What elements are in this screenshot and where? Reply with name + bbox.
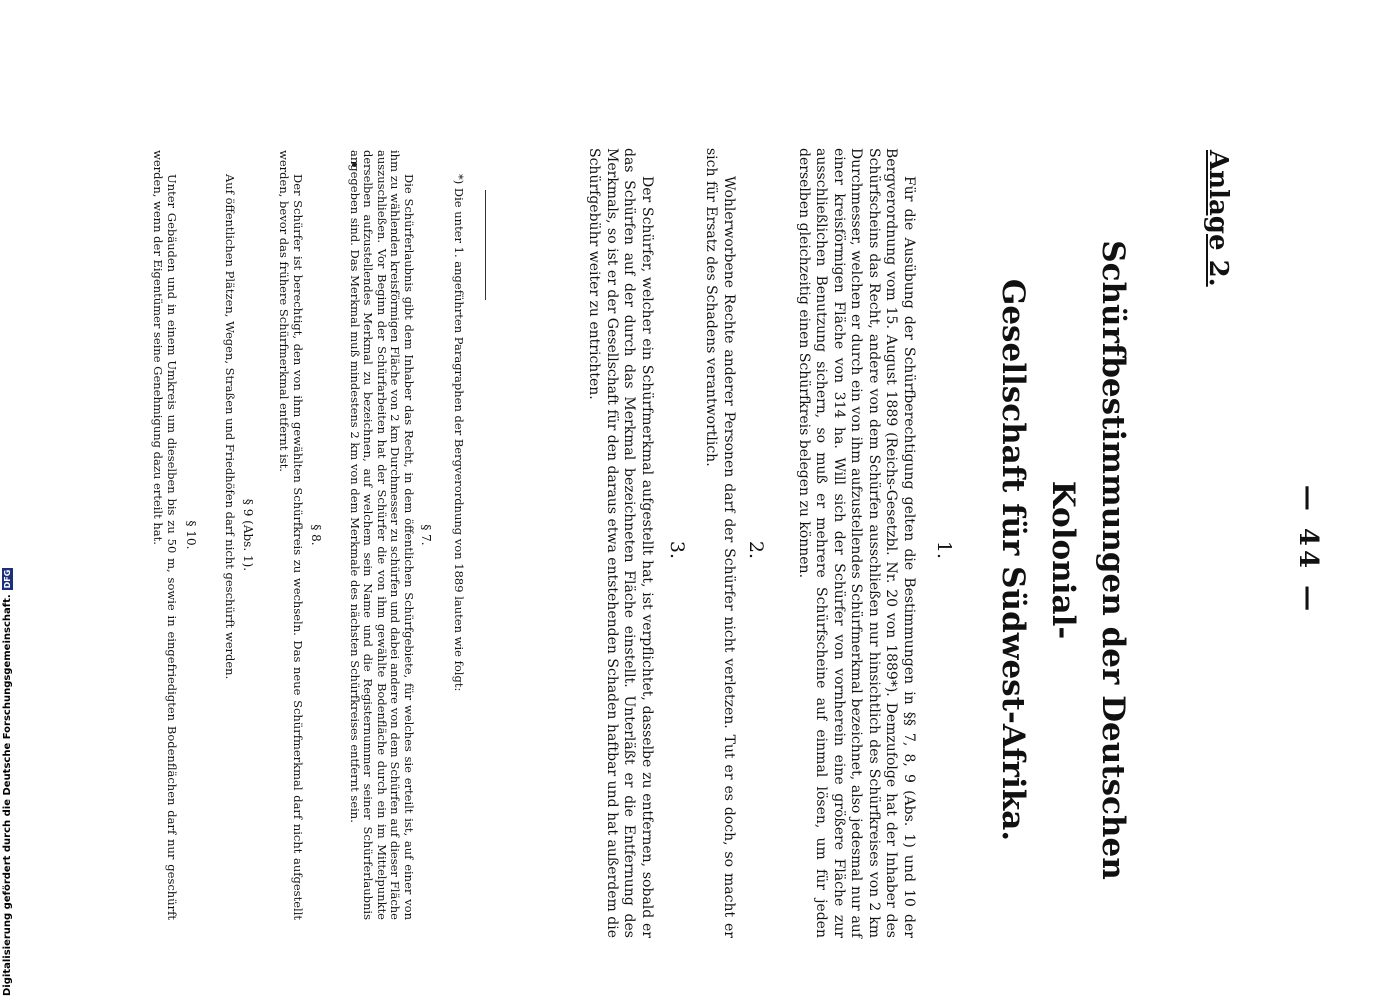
- paragraph-7-text: Die Schürferlaubnis gibt dem Inhaber das Recht, in dem öffentlichen Schürfgebiete, für welches sie erteilt ist, auf einer von ihm zu wählenden kreisförmigen Fläche von 2 km Durchmesser zu schürfen und dabei andere von dem Schürfen auf dieser Fläche auszuschließen. Vor Beginn der Schürfarbeiten hat der Schürfer die von ihm gewählte Bodenfläche durch ein im Mittelpunkte derselben aufzustellendes Merkmal zu bezeichnen, auf welchem sein Name und die Registernummer seiner Schürferlaubnis angegeben sind. Das Merkmal muß mindestens 2 km von dem Merkmale des nächsten Schürfkreises entfernt sein.: [348, 150, 416, 920]
- paragraph-7-heading: § 7.: [419, 524, 433, 546]
- digitization-credit: [0, 569, 14, 996]
- section-number-2: 2.: [745, 540, 767, 560]
- paragraph-9-text: Auf öffentlichen Plätzen, Wegen, Straßen und Friedhöfen darf nicht geschürft werden.: [223, 174, 237, 680]
- paragraph-10-heading: § 10.: [184, 520, 198, 550]
- page-number: — 44 —: [1293, 484, 1323, 616]
- annex-label: Anlage 2.: [1203, 150, 1233, 287]
- paragraph-9-heading: § 9 (Abs. 1).: [241, 498, 255, 572]
- paragraph-8-text: Der Schürfer ist berechtigt, den von ihm gewählten Schürfkreis zu wechseln. Das neue Schürfmerkmal darf nicht aufgestellt werden, bevor das frühere Schürfmerkmal entfernt ist.: [277, 150, 305, 920]
- document-title: [988, 200, 1138, 920]
- credit-text: Digitalisierung gefördert durch die Deutsche Forschungsgemeinschaft.: [1, 594, 13, 996]
- footnote-intro: *) Die unter 1. angeführten Paragraphen der Bergverordnung von 1889 lauten wie folgt:: [452, 174, 466, 692]
- section-number-3: 3.: [666, 540, 688, 560]
- paragraph-8-heading: § 8.: [309, 524, 323, 546]
- page-header: [1293, 150, 1323, 950]
- section-text-1: Für die Ausübung der Schürfberechtigung gelten die Bestimmungen in §§ 7, 8, 9 (Abs. 1) und 10 der Bergverordnung vom 15. August 1889 (Reichs-Gesetzbl. Nr. 20 von 1889*). Demzufolge hat der Inhaber des Schürfscheins das Recht, andere von dem Schürfen ausschließen nur hinsichtlich des Schürfkreises von 2 km Durchmesser, welchen er durch ein von ihm aufzustellendes Schürfmerkmal bezeichnet, also jedesmal nur auf einer kreisförmigen Fläche von 314 ha. Will sich der Schürfer von vornherein eine größere Fläche zur ausschließlichen Benutzung sichern, so muß er mehrere Schürfscheine auf einmal lösen, um für jeden derselben gleichzeitig einen Schürfkreis belegen zu können.: [796, 148, 917, 938]
- section-number-1: 1.: [933, 540, 955, 560]
- dfg-logo: DFG: [2, 569, 12, 589]
- section-text-2: Wohlerworbene Rechte anderer Personen darf der Schürfer nicht verletzen. Tut er es doch, so macht er sich für Ersatz des Schadens verantwortlich.: [703, 148, 737, 938]
- section-text-3: Der Schürfer, welcher ein Schürfmerkmal aufgestellt hat, ist verpflichtet, dasselbe zu entfernen, sobald er das Schürfen auf der durch das Merkmal bezeichneten Fläche einstellt. Unterläßt er die Entfernung des Merkmals, so ist er der Gesellschaft für den daraus etwa entstehenden Schaden haftbar und hat außerdem die Schürfgebühr weiter zu entrichten.: [586, 148, 655, 938]
- footnote-divider: [485, 190, 486, 300]
- title-line-2: Gesellschaft für Südwest-Afrika.: [995, 278, 1031, 842]
- title-line-1: Schürfbestimmungen der Deutschen Kolonial-: [1045, 240, 1131, 880]
- paragraph-10-text: Unter Gebäuden und in einem Umkreis um dieselben bis zu 50 m, sowie in eingefriedigten Bodenflächen darf nur geschürft werden, wenn der Eigentümer seine Genehmigung dazu erteilt hat.: [151, 150, 179, 920]
